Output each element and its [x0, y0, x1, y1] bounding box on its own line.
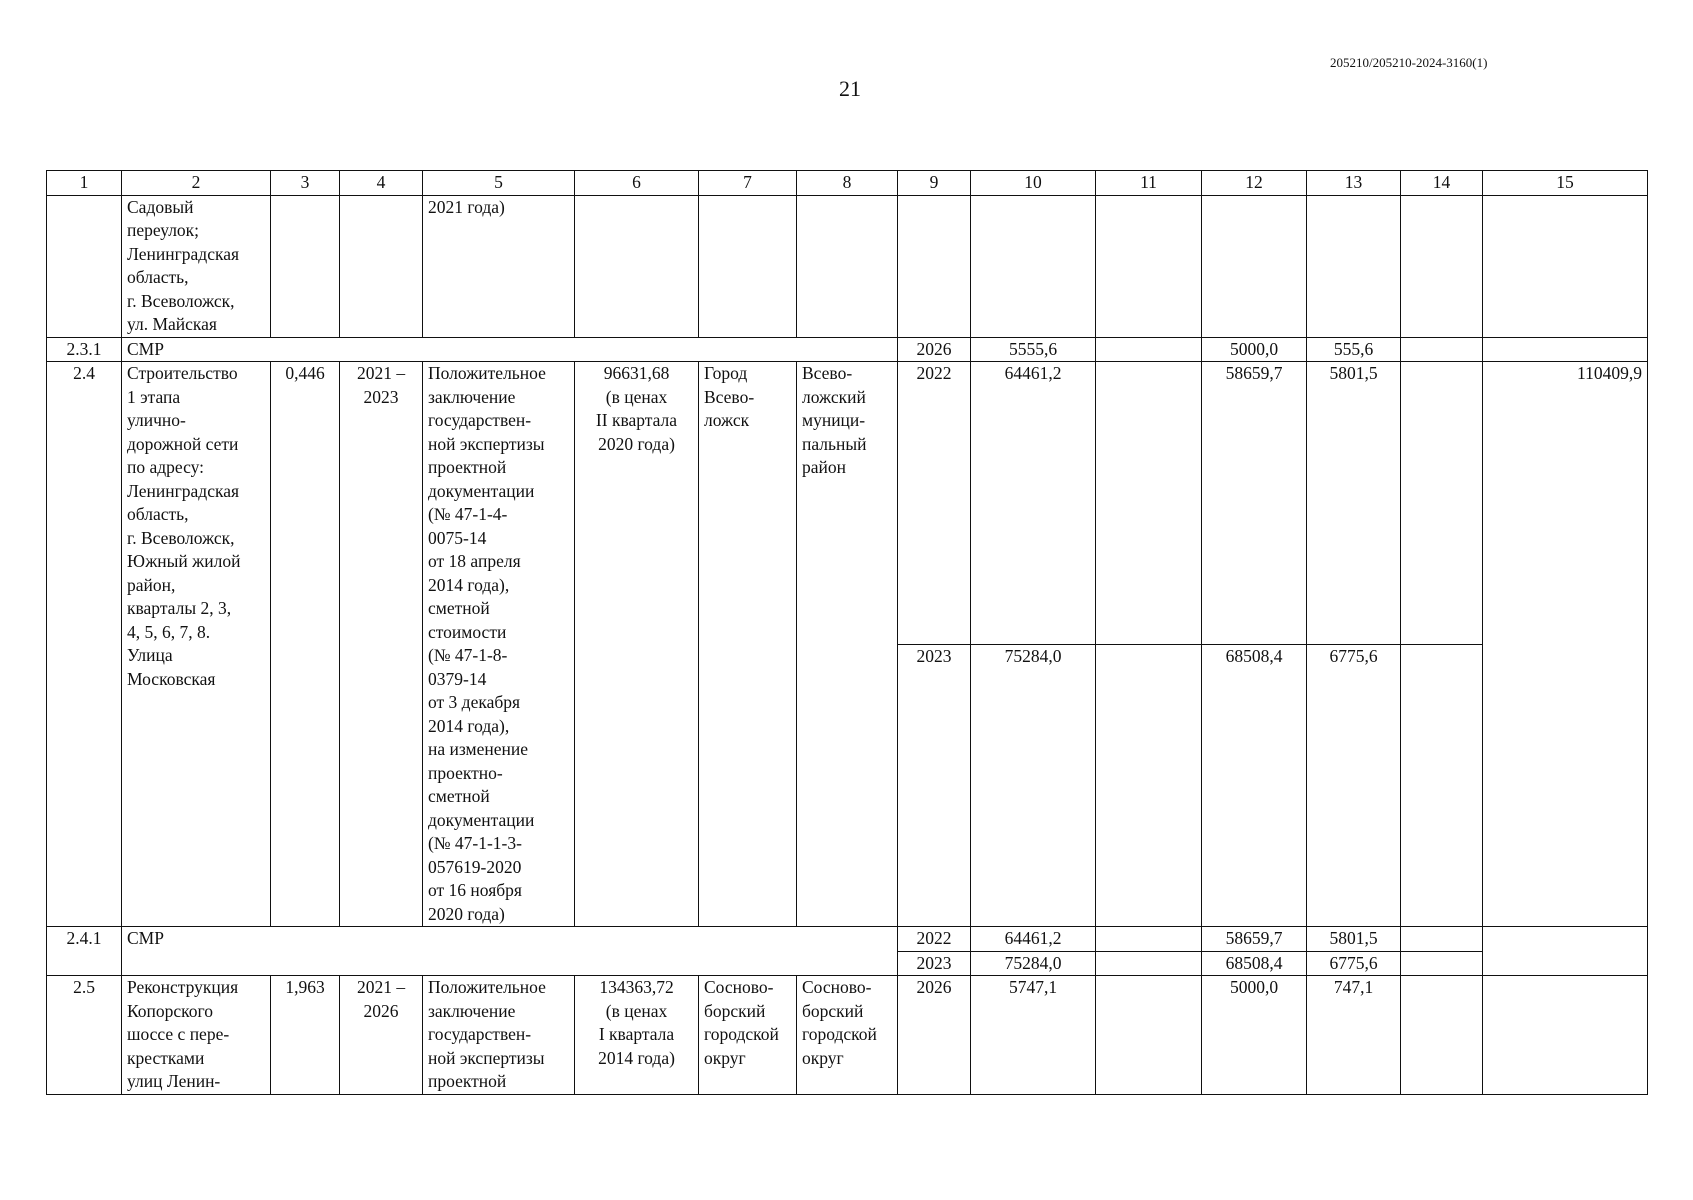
cell-year: 2023 [898, 951, 971, 976]
col-header-11: 11 [1096, 171, 1202, 196]
cell-local: 555,6 [1307, 337, 1401, 362]
row-number: 2.4.1 [47, 927, 122, 976]
col-header-3: 3 [271, 171, 340, 196]
col-header-6: 6 [575, 171, 699, 196]
cell-empty [1096, 362, 1202, 645]
cell-basis: Положительное заключение государствен- ной экспертизы проектной [423, 976, 575, 1095]
cell-year: 2022 [898, 927, 971, 952]
cell-capacity: 0,446 [271, 362, 340, 927]
row-number: 2.3.1 [47, 337, 122, 362]
cell-year: 2026 [898, 976, 971, 1095]
cell-regional: 68508,4 [1202, 644, 1307, 927]
cell-empty [1096, 195, 1202, 337]
col-header-8: 8 [797, 171, 898, 196]
cell-empty [898, 195, 971, 337]
cell-object-name: Реконструкция Копорского шоссе с пере- крестками улиц Ленин- [122, 976, 271, 1095]
table-row-2-4 [47, 362, 1648, 645]
cell-regional: 58659,7 [1202, 362, 1307, 645]
col-header-1: 1 [47, 171, 122, 196]
cell-empty [699, 195, 797, 337]
row-title: СМР [122, 337, 898, 362]
cell-year: 2022 [898, 362, 971, 645]
cell-empty [1483, 976, 1648, 1095]
col-header-9: 9 [898, 171, 971, 196]
cell-remaining-cost: 110409,9 [1483, 362, 1648, 927]
cell-settlement: Город Всево- ложск [699, 362, 797, 927]
cell-empty [1401, 951, 1483, 976]
cell-empty [47, 195, 122, 337]
col-header-4: 4 [340, 171, 423, 196]
header-row [47, 171, 1648, 196]
cell-empty [271, 195, 340, 337]
row-number: 2.5 [47, 976, 122, 1095]
cell-regional: 5000,0 [1202, 337, 1307, 362]
cell-cost: 96631,68 (в ценах II квартала 2020 года) [575, 362, 699, 927]
cell-empty [1096, 644, 1202, 927]
cell-empty [1202, 195, 1307, 337]
cell-period: 2021 – 2026 [340, 976, 423, 1095]
col-header-15: 15 [1483, 171, 1648, 196]
cell-period: 2021 – 2023 [340, 362, 423, 927]
cell-total: 5747,1 [971, 976, 1096, 1095]
cell-local: 6775,6 [1307, 644, 1401, 927]
cell-empty [797, 195, 898, 337]
document-id: 205210/205210-2024-3160(1) [1330, 55, 1488, 70]
cell-empty [1096, 976, 1202, 1095]
page-number: 21 [839, 76, 861, 101]
col-header-14: 14 [1401, 171, 1483, 196]
col-header-2: 2 [122, 171, 271, 196]
row-title: СМР [122, 927, 898, 976]
cell-capacity: 1,963 [271, 976, 340, 1095]
cell-address: Садовый переулок; Ленинградская область, г. Всеволожск, ул. Майская [122, 195, 271, 337]
cell-district: Всево- ложский муници- пальный район [797, 362, 898, 927]
cell-empty [340, 195, 423, 337]
cell-cost: 134363,72 (в ценах I квартала 2014 года) [575, 976, 699, 1095]
cell-regional: 58659,7 [1202, 927, 1307, 952]
cell-empty [1401, 195, 1483, 337]
cell-empty [1483, 195, 1648, 337]
cell-empty [1401, 337, 1483, 362]
table-row-continuation [47, 195, 1648, 337]
program-table [46, 170, 1648, 1095]
cell-basis: 2021 года) [423, 195, 575, 337]
cell-empty [1483, 927, 1648, 976]
table-row-2-5 [47, 976, 1648, 1095]
cell-local: 5801,5 [1307, 927, 1401, 952]
cell-empty [971, 195, 1096, 337]
col-header-10: 10 [971, 171, 1096, 196]
cell-basis: Положительное заключение государствен- ной экспертизы проектной документации (№ 47-1-4- 0075-14 от 18 апреля 2014 года), сметной стоимости (№ 47-1-8- 0379-14 от 3 декабря 2014 года), на изменение проектно- сметной документации (№ 47-1-1-3- 057619-2020 от 16 ноября 2020 года) [423, 362, 575, 927]
cell-total: 75284,0 [971, 951, 1096, 976]
cell-local: 5801,5 [1307, 362, 1401, 645]
cell-empty [1096, 951, 1202, 976]
table-row-2-4-1 [47, 927, 1648, 952]
cell-local: 6775,6 [1307, 951, 1401, 976]
cell-total: 64461,2 [971, 927, 1096, 952]
cell-regional: 5000,0 [1202, 976, 1307, 1095]
cell-empty [1401, 976, 1483, 1095]
cell-empty [1401, 362, 1483, 645]
cell-empty [1401, 644, 1483, 927]
cell-empty [1401, 927, 1483, 952]
table-row-2-3-1 [47, 337, 1648, 362]
cell-empty [1483, 337, 1648, 362]
cell-settlement: Сосново- борский городской округ [699, 976, 797, 1095]
col-header-5: 5 [423, 171, 575, 196]
cell-district: Сосново- борский городской округ [797, 976, 898, 1095]
cell-empty [1096, 927, 1202, 952]
cell-regional: 68508,4 [1202, 951, 1307, 976]
col-header-12: 12 [1202, 171, 1307, 196]
cell-local: 747,1 [1307, 976, 1401, 1095]
cell-total: 64461,2 [971, 362, 1096, 645]
cell-object-name: Строительство 1 этапа улично- дорожной сети по адресу: Ленинградская область, г. Всеволожск, Южный жилой район, кварталы 2, 3, 4, 5, 6, 7, 8. Улица Московская [122, 362, 271, 927]
cell-year: 2026 [898, 337, 971, 362]
cell-total: 5555,6 [971, 337, 1096, 362]
cell-empty [1307, 195, 1401, 337]
cell-empty [1096, 337, 1202, 362]
row-number: 2.4 [47, 362, 122, 927]
cell-empty [575, 195, 699, 337]
cell-year: 2023 [898, 644, 971, 927]
cell-total: 75284,0 [971, 644, 1096, 927]
col-header-13: 13 [1307, 171, 1401, 196]
col-header-7: 7 [699, 171, 797, 196]
